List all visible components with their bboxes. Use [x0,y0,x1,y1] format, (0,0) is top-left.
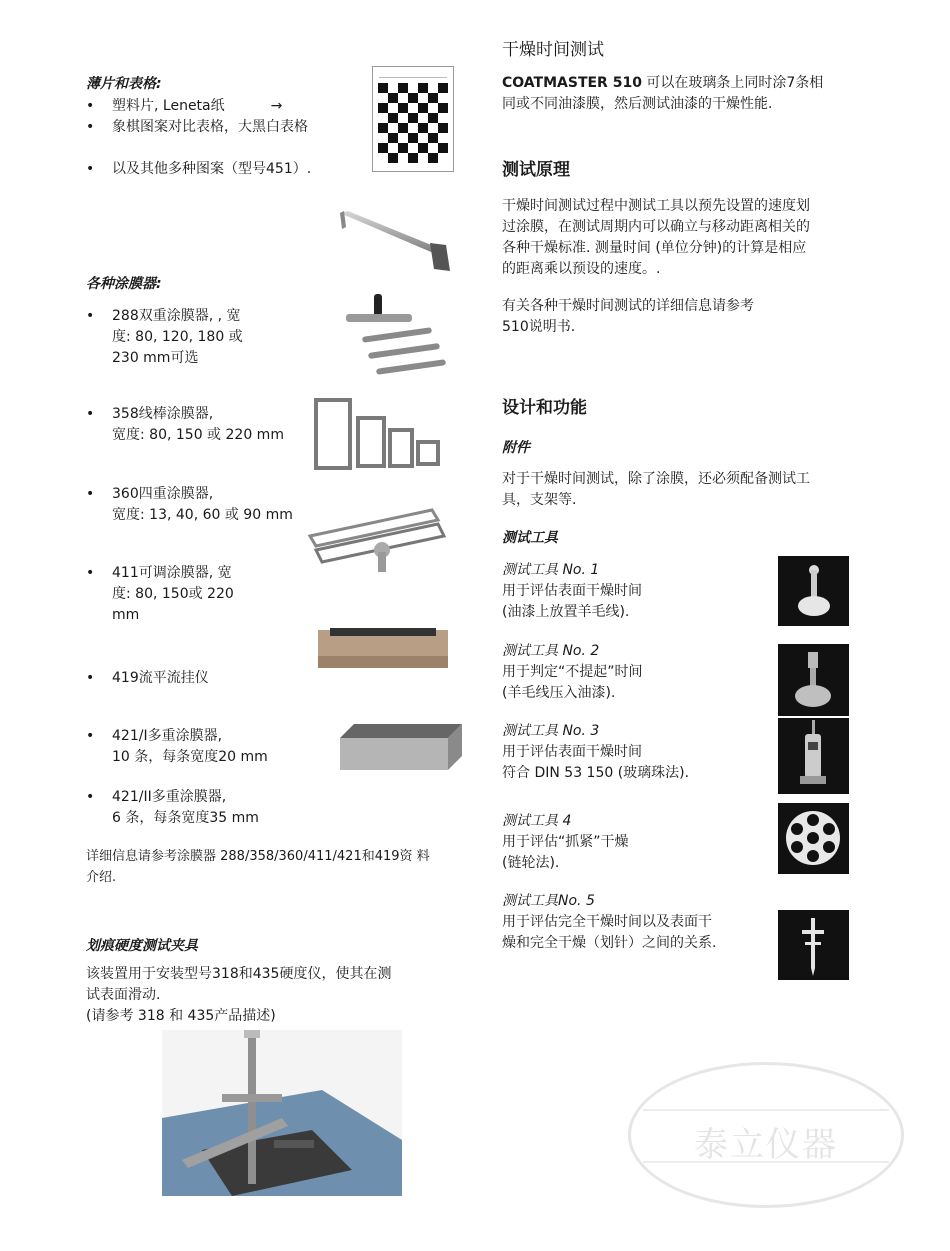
applicator-411-text: 411可调涂膜器, 宽 度: 80, 150或 220 mm [112,565,234,623]
films-list [86,96,386,180]
applicator-421-i-text: 421/I多重涂膜器, 10 条，每条宽度20 mm [112,728,268,765]
applicator-360-text: 360四重涂膜器, 宽度: 13, 40, 60 或 90 mm [112,486,293,523]
tool-4-name: 测试工具 4 [502,813,572,829]
tool-1-image [778,556,849,626]
list-item: • 象棋图案对比表格，大黑白表格 [86,117,386,138]
tool-item-1 [502,560,772,623]
scratch-needle-icon [778,910,849,980]
tool-3-icon [778,718,849,794]
intro-text [502,73,882,115]
list-item: • 以及其他多种图案（型号451）. [86,159,386,180]
tool-5-image [778,910,849,980]
design-heading: 设计和功能 [502,398,587,418]
multiple-applicator-image [338,722,464,772]
applicator-item-421-ii: • 421/II多重涂膜器, 6 条，每条宽度35 mm [86,787,346,829]
tool-1-desc: 用于评估表面干燥时间 (油漆上放置羊毛线). [502,583,642,620]
list-item: • 塑料片, Leneta纸 → [86,96,386,117]
applicator-421-ii-text: 421/II多重涂膜器, 6 条，每条宽度35 mm [112,789,259,826]
applicator-item-411: • 411可调涂膜器, 宽 度: 80, 150或 220 mm [86,563,326,626]
principle-heading: 测试原理 [502,160,570,180]
watermark-text: 泰立仪器 [694,1125,838,1165]
intro-body: COATMASTER 510 可以在玻璃条上同时涂7条相 同或不同油漆膜，然后测试油漆的干燥性能. [502,75,824,112]
applicator-288-text: 288双重涂膜器, , 宽 度: 80, 120, 180 或 230 mm可选 [112,308,243,366]
applicators-note: 详细信息请参考涂膜器 288/358/360/411/421和419资 料 介绍. [86,849,430,885]
watermark-seal [628,1062,904,1208]
checkerboard-chart-image [372,66,454,172]
tool-4-image [778,803,849,874]
scratch-jig-heading: 划痕硬度测试夹具 [86,938,198,954]
roller-applicator-image [338,292,448,384]
applicator-item-360: • 360四重涂膜器, 宽度: 13, 40, 60 或 90 mm [86,484,346,526]
tool-2-name: 测试工具 No. 2 [502,643,600,659]
applicator-item-421-i: • 421/I多重涂膜器, 10 条，每条宽度20 mm [86,726,346,768]
applicator-419-text: 419流平流挂仪 [112,670,209,686]
applicator-item-419: • 419流平流挂仪 [86,668,326,689]
applicator-358-text: 358线棒涂膜器, 宽度: 80, 150 或 220 mm [112,406,284,443]
tool-3-name: 测试工具 No. 3 [502,723,600,739]
applicator-item-288: • 288双重涂膜器, , 宽 度: 80, 120, 180 或 230 mm可选 [86,306,326,369]
page-title: 干燥时间测试 [502,40,604,60]
applicators-heading: 各种涂膜器: [86,276,162,292]
bar-applicator-image [334,205,454,275]
tool-2-icon [778,644,849,716]
adjustable-applicator-image [316,626,450,672]
tool-3-desc: 用于评估表面干燥时间 符合 DIN 53 150 (玻璃珠法). [502,744,690,781]
applicator-item-358: • 358线棒涂膜器, 宽度: 80, 150 或 220 mm [86,404,346,446]
tool-1-icon [778,556,849,626]
accessories-text: 对于干燥时间测试，除了涂膜，还必须配备测试工 具，支架等. [502,471,810,508]
scratch-jig-image [162,1030,402,1196]
tool-5-desc: 用于评估完全干燥时间以及表面干 燥和完全干燥（划针）之间的关系. [502,914,717,951]
tool-item-3 [502,721,782,784]
tool-2-desc: 用于判定“不提起”时间 (羊毛线压入油漆). [502,664,643,701]
scratch-jig-text: 该装置用于安装型号318和435硬度仪，使其在测 试表面滑动. (请参考 318 和 435产品描述) [86,966,392,1024]
frame-applicators-image [310,396,450,474]
tool-4-desc: 用于评估“抓紧”干燥 (链轮法). [502,834,629,871]
films-heading: 薄片和表格: [86,76,162,92]
films-item-1: 塑料片, Leneta纸 [112,98,225,114]
tool-item-4 [502,811,772,874]
sprocket-wheel-icon [778,803,849,874]
product-name: COATMASTER 510 [502,75,642,91]
reference-text: 有关各种干燥时间测试的详细信息请参考 510说明书. [502,298,754,335]
tool-item-2 [502,641,772,704]
tool-5-name: 测试工具No. 5 [502,893,595,909]
tool-1-name: 测试工具 No. 1 [502,562,600,578]
tool-3-image [778,718,849,794]
films-item-2: 象棋图案对比表格，大黑白表格 [112,119,308,135]
principle-text: 干燥时间测试过程中测试工具以预先设置的速度划 过涂膜，在测试周期内可以确立与移动距离相关的 各种干燥标准. 测量时间 (单位分钟)的计算是相应 的距离乘以预设的速度。. [502,198,810,277]
tool-2-image [778,644,849,716]
checkerboard-pattern-icon [378,81,448,165]
accessories-heading: 附件 [502,440,530,456]
arrow-icon: → [270,98,283,114]
films-item-3: 以及其他多种图案（型号451）. [112,161,312,177]
tool-item-5 [502,891,772,954]
quadruple-applicator-image [306,506,446,578]
tools-heading: 测试工具 [502,530,558,546]
